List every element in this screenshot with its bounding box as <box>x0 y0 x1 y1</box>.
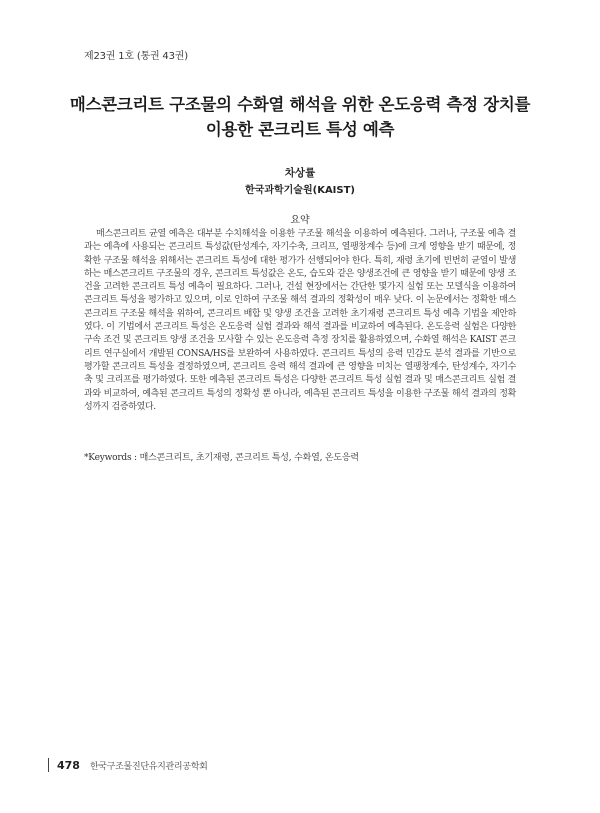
footer-divider <box>48 758 49 772</box>
page-footer <box>48 757 208 773</box>
journal-issue: 제23권 1호 (통권 43권) <box>84 51 188 62</box>
society-name: 한국구조물진단유지관리공학회 <box>89 761 208 772</box>
keywords-line <box>84 450 516 463</box>
paper-title-line-1: 매스콘크리트 구조물의 수화열 해석을 위한 온도응력 측정 장치를 <box>69 95 531 114</box>
keywords-text: 매스콘크리트, 초기재령, 콘크리트 특성, 수화열, 온도응력 <box>139 453 359 463</box>
abstract-heading: 요약 <box>290 215 310 226</box>
paper-title <box>40 92 560 142</box>
page-number: 478 <box>57 758 80 772</box>
abstract-body <box>84 228 516 414</box>
author-affiliation: 한국과학기술원(KAIST) <box>245 185 355 196</box>
paper-title-line-2: 이용한 콘크리트 특성 예측 <box>205 120 395 139</box>
author-name: 차상률 <box>284 167 316 179</box>
abstract-text: 매스콘크리트 균열 예측은 대부분 수치해석을 이용한 구조물 해석을 이용하여 예측된다. 그러나, 구조물 예측 결과는 예측에 사용되는 콘크리트 특성값(탄성계수, 자기수축, 크리프, 열팽창계수 등)에 크게 영향을 받기 때문에, 정확한 구조물 해석을 위해서는 콘크리트 특성에 대한 평가가 선행되어야 한다. 특히, 재령 초기에 빈번히 균열이 발생하는 매스콘크리트 구조물의 경우, 콘크리트 특성값은 온도, 습도와 같은 양생조건에 큰 영향을 받기 때문에 양생 조건을 고려한 콘크리트 특성 예측이 필요하다. 그러나, 건설 현장에서는 간단한 몇가지 실험 또는 모델식을 이용하여 콘크리트 특성을 평가하고 있으며, 이로 인하여 구조물 해석 결과의 정확성이 매우 낮다. 이 논문에서는 정확한 매스콘크리트 구조물 해석을 위하여, 콘크리트 배합 및 양생 조건을 고려한 초기재령 콘크리트 특성 예측 기법을 제안하였다. 이 기법에서 콘크리트 특성은 온도응력 실험 결과와 해석 결과를 비교하여 예측된다. 온도응력 실험은 다양한 구속 조건 및 콘크리트 양생 조건을 모사할 수 있는 온도응력 측정 장치를 활용하였으며, 수화열 해석은 KAIST 콘크리트 연구실에서 개발된 CONSA/HS를 보완하여 사용하였다. 콘크리트 특성의 응력 민감도 분석 결과를 기반으로 평가할 콘크리트 특성을 결정하였으며, 콘크리트 응력 해석 결과에 큰 영향을 미치는 열팽창계수, 탄성계수, 자기수축 및 크리프를 평가하였다. 또한 예측된 콘크리트 특성은 다양한 콘크리트 특성 실험 결과 및 매스콘크리트 실험 결과와 비교하여, 예측된 콘크리트 특성의 정확성 뿐 아니라, 예측된 콘크리트 특성을 이용한 구조물 해석 결과의 정확성까지 검증하였다. <box>84 229 516 412</box>
keywords-label: *Keywords : <box>84 453 140 463</box>
